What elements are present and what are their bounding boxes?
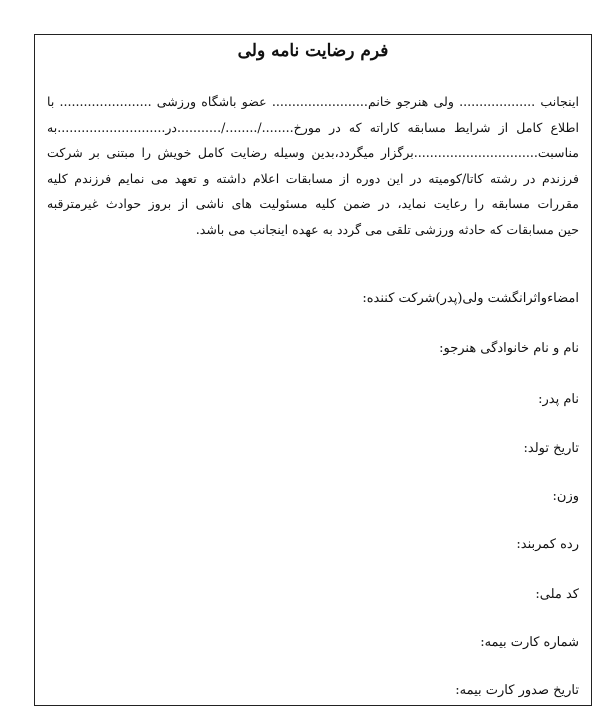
paragraph-line: اطلاع کامل از شرایط مسابقه کاراته که در مورخ......../......../...........در...........................به (47, 119, 579, 135)
father-name-label: نام پدر: (538, 392, 579, 407)
consent-paragraph (47, 89, 579, 242)
paragraph-line: مقررات مسابقه را رعایت نماید، در ضمن کلیه مسئولیت های ناشی از بروز حوادث غیرمترقبه (47, 196, 579, 211)
paragraph-line: حین مسابقات که حادثه ورزشی تلقی می گردد به عهده اینجانب می باشد. (195, 221, 579, 237)
insurance-issue-date-label: تاریخ صدور کارت بیمه: (455, 683, 579, 698)
national-code-label: کد ملی: (535, 587, 579, 602)
signature-label: امضاءواثرانگشت ولی(پدر)شرکت کننده: (362, 291, 579, 306)
birth-date-label: تاریخ تولد: (523, 441, 579, 456)
insurance-number-label: شماره کارت بیمه: (480, 635, 579, 650)
form-border (34, 34, 592, 706)
weight-label: وزن: (552, 489, 579, 504)
form-title: فرم رضایت نامه ولی (237, 41, 389, 61)
paragraph-line: مناسبت...............................برگزار میگردد،بدین وسیله رضایت کامل خویش را مبتنی بر شرکت (47, 145, 579, 160)
paragraph-line: اینجانب ................... ولی هنرجو خانم........................ عضو باشگاه ورزشی ....................... با (47, 94, 579, 109)
paragraph-line: فرزندم در رشته کاتا/کومیته در این دوره از مسابقات اعلام داشته و تعهد می نمایم فرزندم کلیه (47, 170, 579, 186)
belt-rank-label: رده کمربند: (516, 537, 579, 552)
student-name-label: نام و نام خانوادگی هنرجو: (439, 341, 579, 356)
